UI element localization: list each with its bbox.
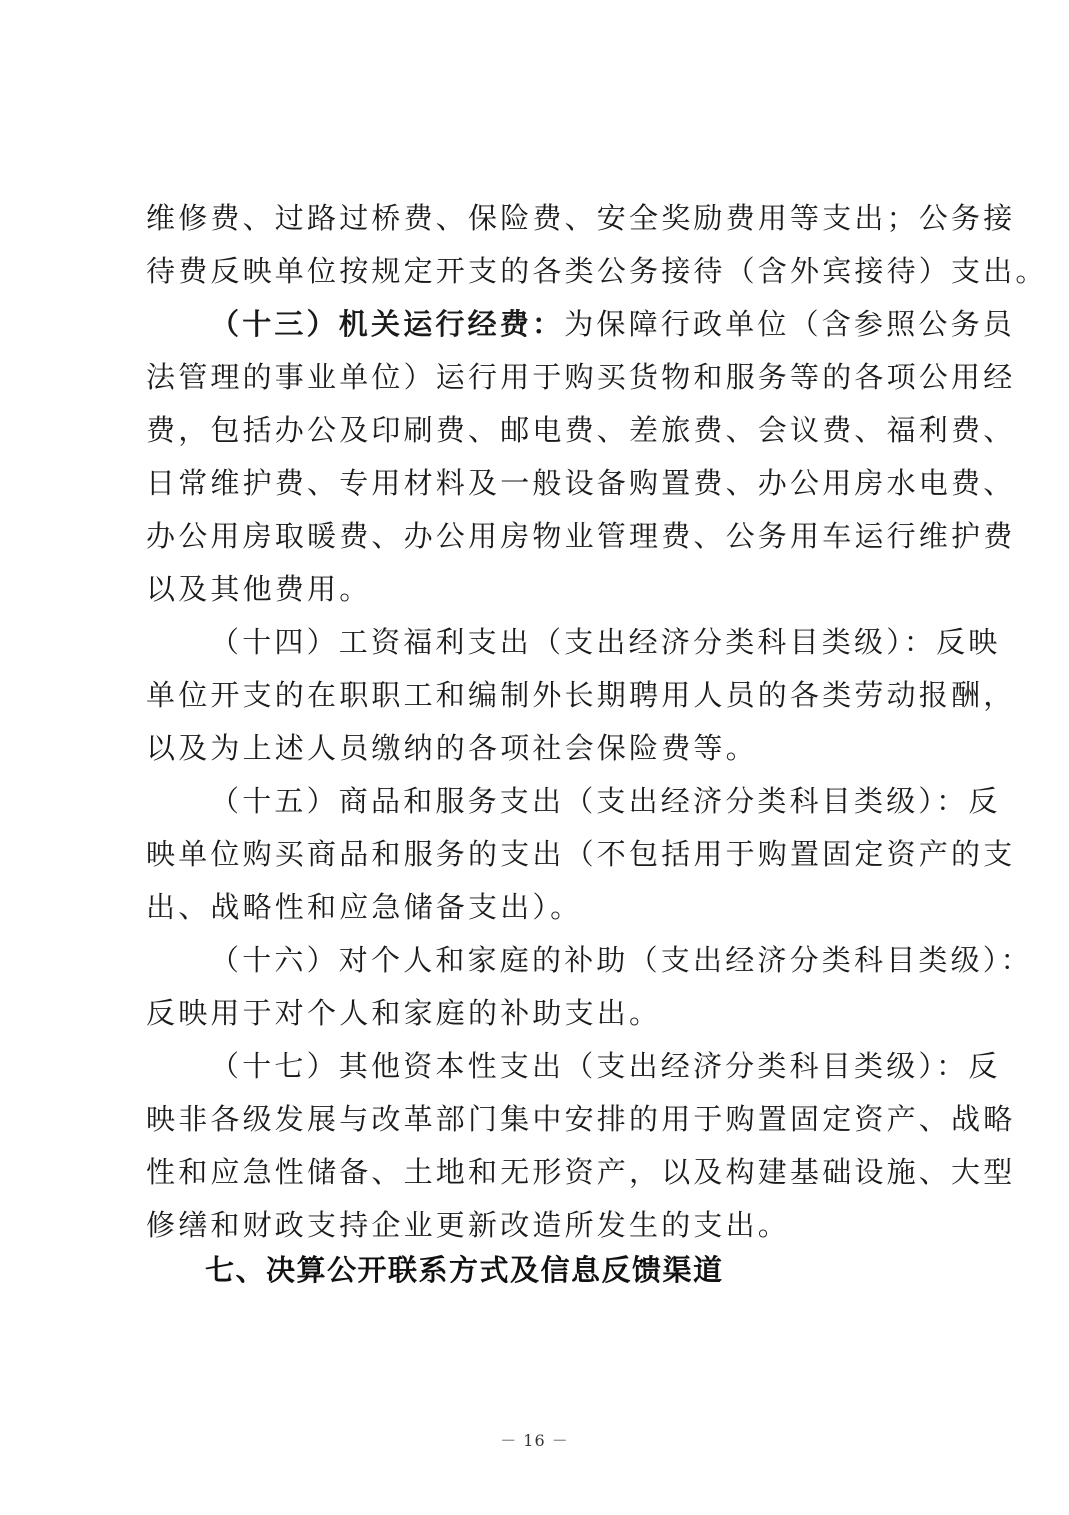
paragraph-heading: （十七）其他资本性支出（支出经济分类科目类级）： (210, 1049, 969, 1083)
text-run: 为保障行政单位（含参照公务员 (564, 307, 1016, 341)
text-line (146, 1040, 1001, 1093)
page-number: － 16 － (500, 1431, 569, 1450)
text-line (146, 775, 1001, 828)
text-line: 性和应急性储备、土地和无形资产，以及构建基础设施、大型 (146, 1155, 1016, 1189)
text-line (146, 934, 1033, 987)
paragraph-heading: （十四）工资福利支出（支出经济分类科目类级）： (210, 625, 937, 659)
text-run: 反 (968, 1049, 1001, 1083)
text-line: 以及其他费用。 (146, 572, 372, 606)
text-line (146, 616, 1001, 669)
text-line: 单位开支的在职职工和编制外长期聘用人员的各类劳动报酬， (146, 678, 1016, 712)
text-line: 办公用房取暖费、办公用房物业管理费、公务用车运行维护费 (146, 519, 1016, 553)
text-line: 映单位购买商品和服务的支出（不包括用于购置固定资产的支 (146, 837, 1016, 871)
text-run: 反映 (936, 625, 1001, 659)
text-line: 出、战略性和应急储备支出）。 (146, 890, 583, 924)
text-line: 待费反映单位按规定开支的各类公务接待（含外宾接待）支出。 (146, 254, 1048, 288)
text-line: 映非各级发展与改革部门集中安排的用于购置固定资产、战略 (146, 1102, 1016, 1136)
paragraph-12-continued (146, 192, 1048, 298)
text-line (146, 298, 1016, 351)
paragraph-13 (146, 298, 1016, 616)
text-run: 反 (968, 784, 1001, 818)
text-line: 修缮和财政支持企业更新改造所发生的支出。 (146, 1208, 791, 1242)
text-line: 以及为上述人员缴纳的各项社会保险费等。 (146, 731, 758, 765)
paragraph-heading: （十五）商品和服务支出（支出经济分类科目类级）： (210, 784, 969, 818)
text-line: 维修费、过路过桥费、保险费、安全奖励费用等支出；公务接 (146, 201, 1016, 235)
paragraph-17 (146, 1040, 1016, 1252)
text-line: 日常维护费、专用材料及一般设备购置费、办公用房水电费、 (146, 466, 1016, 500)
text-line: 反映用于对个人和家庭的补助支出。 (146, 996, 662, 1030)
text-line: 费，包括办公及印刷费、邮电费、差旅费、会议费、福利费、 (146, 413, 1016, 447)
paragraph-15 (146, 775, 1016, 934)
paragraph-14 (146, 616, 1016, 775)
paragraph-heading: （十六）对个人和家庭的补助（支出经济分类科目类级）： (210, 943, 1033, 977)
paragraph-heading: （十三）机关运行经费： (210, 307, 565, 341)
document-body (146, 192, 1048, 1252)
text-line: 法管理的事业单位）运行用于购买货物和服务等的各项公用经 (146, 360, 1016, 394)
paragraph-16 (146, 934, 1033, 1040)
section-heading: 七、决算公开联系方式及信息反馈渠道 (205, 1253, 724, 1287)
